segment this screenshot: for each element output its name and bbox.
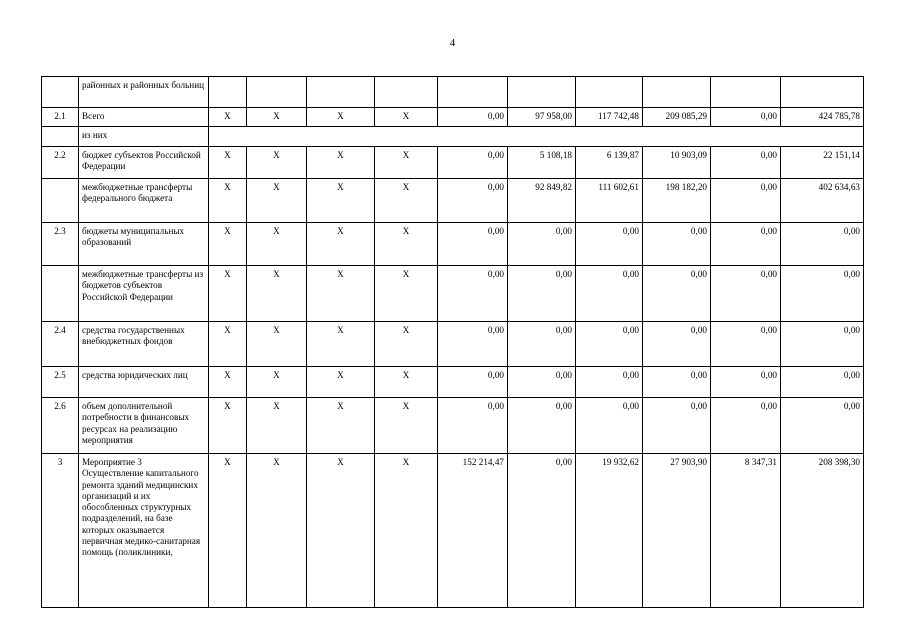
- value-cell: [781, 77, 864, 108]
- row-name: бюджеты муниципальных образований: [79, 223, 209, 266]
- x-mark-cell: X: [375, 108, 438, 127]
- value-cell: 117 742,48: [576, 108, 643, 127]
- value-cell: 0,00: [576, 322, 643, 367]
- value-cell: [643, 77, 711, 108]
- x-mark-cell: X: [209, 266, 247, 322]
- x-mark-cell: X: [247, 322, 307, 367]
- value-cell: 27 903,90: [643, 454, 711, 608]
- x-mark-cell: X: [247, 108, 307, 127]
- value-cell: 0,00: [711, 367, 781, 398]
- x-mark-cell: X: [209, 179, 247, 223]
- x-mark-cell: X: [375, 266, 438, 322]
- row-number: [42, 179, 79, 223]
- table-row: [42, 454, 864, 608]
- x-mark-cell: X: [247, 266, 307, 322]
- row-number: [42, 127, 79, 147]
- row-name: из них: [79, 127, 209, 147]
- row-name: средства государственных внебюджетных фондов: [79, 322, 209, 367]
- x-mark-cell: [247, 77, 307, 108]
- x-mark-cell: X: [247, 223, 307, 266]
- x-mark-cell: X: [307, 108, 375, 127]
- x-mark-cell: X: [375, 454, 438, 608]
- value-cell: 0,00: [438, 108, 508, 127]
- x-mark-cell: X: [307, 322, 375, 367]
- value-cell: 0,00: [576, 367, 643, 398]
- value-cell: 19 932,62: [576, 454, 643, 608]
- x-mark-cell: X: [375, 179, 438, 223]
- x-mark-cell: X: [307, 266, 375, 322]
- x-mark-cell: X: [375, 367, 438, 398]
- table-row: [42, 367, 864, 398]
- value-cell: 0,00: [438, 147, 508, 179]
- x-mark-cell: X: [247, 398, 307, 454]
- table-row: [42, 179, 864, 223]
- row-name: Всего: [79, 108, 209, 127]
- value-cell: 0,00: [438, 179, 508, 223]
- x-mark-cell: [307, 77, 375, 108]
- row-number: [42, 77, 79, 108]
- value-cell: 0,00: [711, 223, 781, 266]
- x-mark-cell: X: [247, 179, 307, 223]
- value-cell: 0,00: [508, 367, 576, 398]
- value-cell: 6 139,87: [576, 147, 643, 179]
- value-cell: 0,00: [438, 266, 508, 322]
- table-row: [42, 127, 864, 147]
- row-name: межбюджетные трансферты федерального бюджета: [79, 179, 209, 223]
- value-cell: 0,00: [438, 367, 508, 398]
- row-number: 2.2: [42, 147, 79, 179]
- value-cell: 0,00: [711, 322, 781, 367]
- value-cell: 0,00: [508, 223, 576, 266]
- value-cell: 0,00: [643, 322, 711, 367]
- table-row: [42, 322, 864, 367]
- value-cell: 0,00: [711, 108, 781, 127]
- value-cell: 97 958,00: [508, 108, 576, 127]
- value-cell: 0,00: [711, 266, 781, 322]
- x-mark-cell: X: [247, 147, 307, 179]
- row-number: 2.5: [42, 367, 79, 398]
- table-row: [42, 266, 864, 322]
- row-name: бюджет субъектов Российской Федерации: [79, 147, 209, 179]
- row-number: 2.4: [42, 322, 79, 367]
- x-mark-cell: X: [209, 454, 247, 608]
- value-cell: 111 602,61: [576, 179, 643, 223]
- x-mark-cell: X: [209, 398, 247, 454]
- row-number: 2.6: [42, 398, 79, 454]
- x-mark-cell: X: [209, 108, 247, 127]
- value-cell: 0,00: [508, 266, 576, 322]
- x-mark-cell: X: [307, 179, 375, 223]
- x-mark-cell: X: [209, 322, 247, 367]
- value-cell: 92 849,82: [508, 179, 576, 223]
- value-cell: 0,00: [438, 322, 508, 367]
- value-cell: 424 785,78: [781, 108, 864, 127]
- value-cell: 0,00: [508, 322, 576, 367]
- row-name: межбюджетные трансферты из бюджетов субъектов Российской Федерации: [79, 266, 209, 322]
- table-row: [42, 223, 864, 266]
- value-cell: 5 108,18: [508, 147, 576, 179]
- x-mark-cell: [375, 77, 438, 108]
- x-mark-cell: X: [307, 147, 375, 179]
- table-row: [42, 77, 864, 108]
- value-cell: 0,00: [781, 398, 864, 454]
- value-cell: 0,00: [643, 223, 711, 266]
- value-cell: [711, 77, 781, 108]
- row-number: [42, 266, 79, 322]
- table-row: [42, 147, 864, 179]
- x-mark-cell: X: [307, 454, 375, 608]
- value-cell: [438, 77, 508, 108]
- value-cell: [576, 77, 643, 108]
- x-mark-cell: X: [209, 367, 247, 398]
- empty-span-cell: [209, 127, 864, 147]
- x-mark-cell: X: [307, 398, 375, 454]
- value-cell: 0,00: [643, 398, 711, 454]
- x-mark-cell: X: [209, 223, 247, 266]
- x-mark-cell: [209, 77, 247, 108]
- x-mark-cell: X: [209, 147, 247, 179]
- row-number: 2.3: [42, 223, 79, 266]
- x-mark-cell: X: [375, 322, 438, 367]
- value-cell: 0,00: [576, 266, 643, 322]
- table-row: [42, 108, 864, 127]
- table-row: [42, 398, 864, 454]
- row-name: Мероприятие 3 Осуществление капитального ремонта зданий медицинских организаций и их обособленных структурных подразделений, на базе которых оказывается первичная медико-санитарная помощь (поликлиники,: [79, 454, 209, 608]
- value-cell: 0,00: [438, 398, 508, 454]
- x-mark-cell: X: [307, 367, 375, 398]
- value-cell: 0,00: [711, 398, 781, 454]
- value-cell: 0,00: [576, 398, 643, 454]
- value-cell: 0,00: [643, 266, 711, 322]
- budget-table: [41, 76, 864, 608]
- value-cell: 22 151,14: [781, 147, 864, 179]
- value-cell: 0,00: [711, 179, 781, 223]
- value-cell: 0,00: [438, 223, 508, 266]
- value-cell: 208 398,30: [781, 454, 864, 608]
- row-name: средства юридических лиц: [79, 367, 209, 398]
- value-cell: 402 634,63: [781, 179, 864, 223]
- x-mark-cell: X: [375, 398, 438, 454]
- value-cell: 0,00: [576, 223, 643, 266]
- x-mark-cell: X: [375, 223, 438, 266]
- x-mark-cell: X: [247, 367, 307, 398]
- page-number: 4: [449, 37, 456, 49]
- value-cell: 0,00: [508, 398, 576, 454]
- row-name: районных и районных больниц: [79, 77, 209, 108]
- value-cell: 0,00: [711, 147, 781, 179]
- x-mark-cell: X: [307, 223, 375, 266]
- row-number: 3: [42, 454, 79, 608]
- value-cell: 0,00: [643, 367, 711, 398]
- value-cell: 0,00: [781, 367, 864, 398]
- value-cell: 152 214,47: [438, 454, 508, 608]
- value-cell: 0,00: [781, 223, 864, 266]
- value-cell: [508, 77, 576, 108]
- x-mark-cell: X: [375, 147, 438, 179]
- x-mark-cell: X: [247, 454, 307, 608]
- row-name: объем дополнительной потребности в финансовых ресурсах на реализацию мероприятия: [79, 398, 209, 454]
- value-cell: 209 085,29: [643, 108, 711, 127]
- value-cell: 0,00: [781, 322, 864, 367]
- row-number: 2.1: [42, 108, 79, 127]
- value-cell: 8 347,31: [711, 454, 781, 608]
- value-cell: 0,00: [508, 454, 576, 608]
- value-cell: 0,00: [781, 266, 864, 322]
- value-cell: 10 903,09: [643, 147, 711, 179]
- value-cell: 198 182,20: [643, 179, 711, 223]
